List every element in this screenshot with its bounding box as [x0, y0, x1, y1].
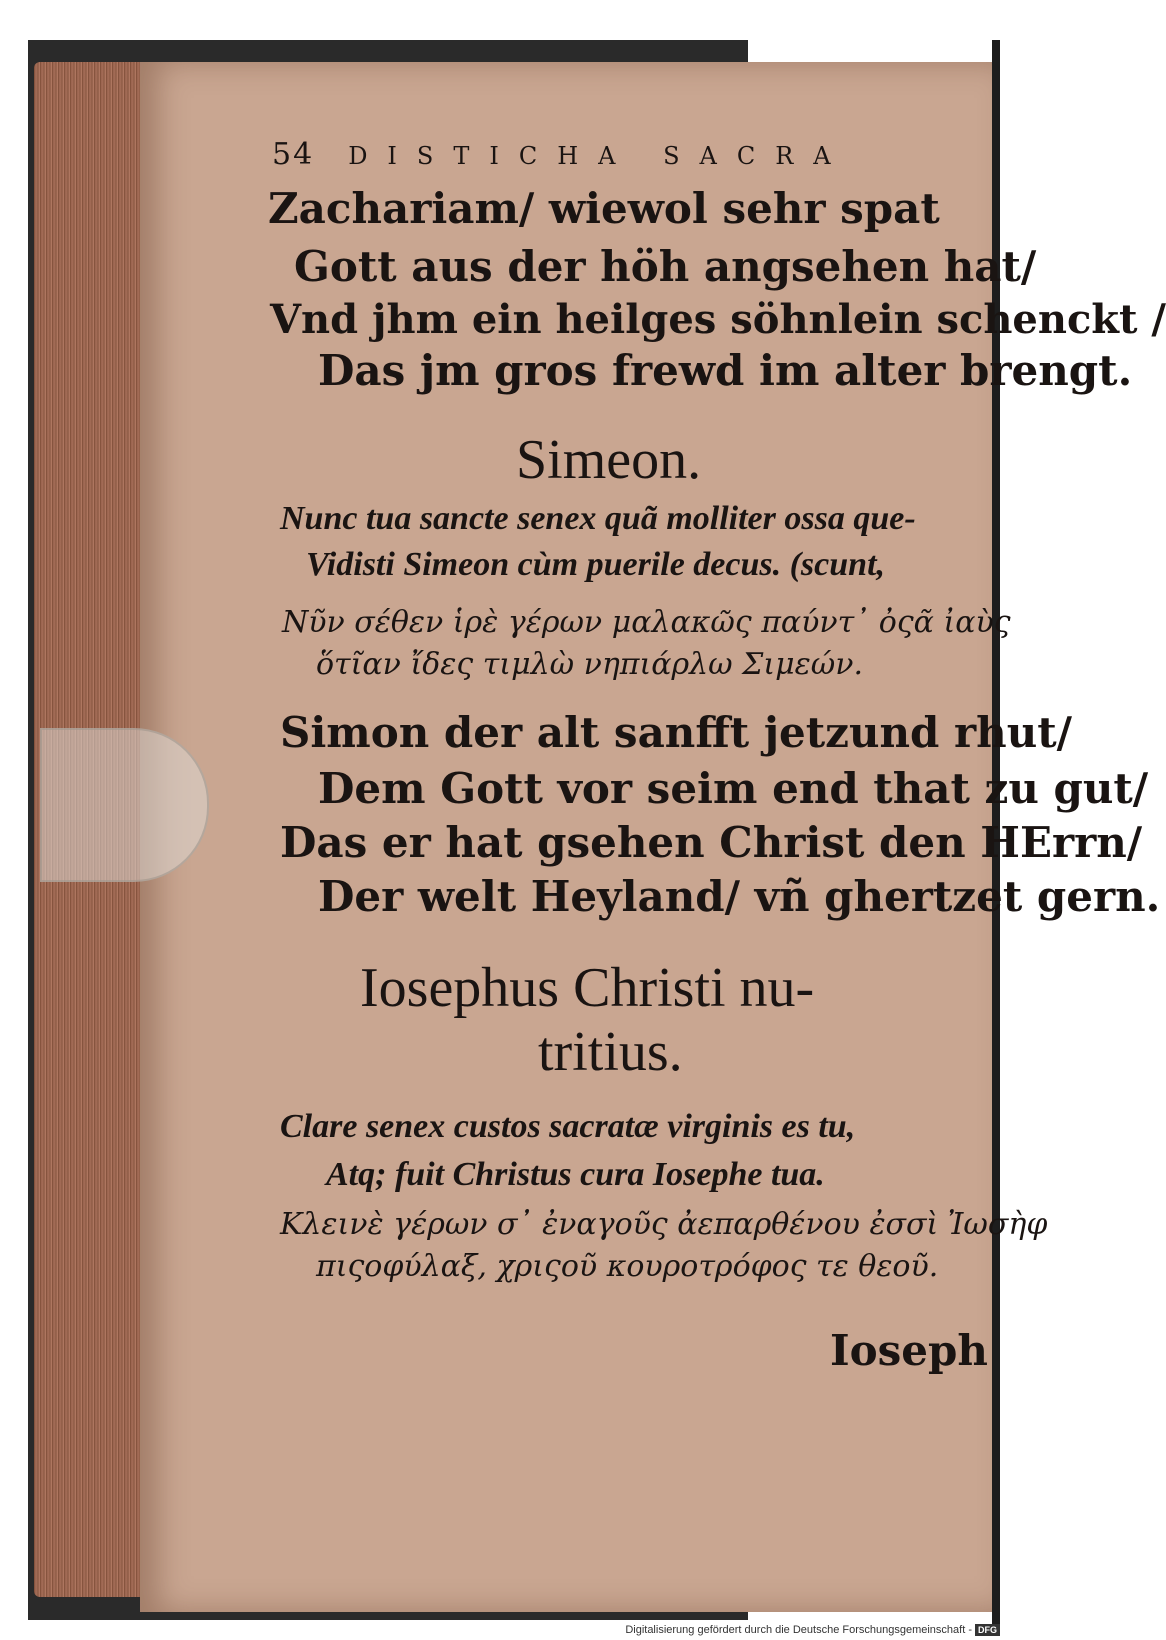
- dfg-logo: DFG: [975, 1624, 1000, 1636]
- page-number: 54: [272, 137, 315, 172]
- catchword: Ioseph: [830, 1326, 988, 1375]
- simeon-german-2: Dem Gott vor seim end that zu gut/: [318, 764, 1149, 813]
- running-head: DISTICHA SACRA: [348, 142, 851, 170]
- simeon-greek-2: ὅτῖαν ἴδες τιμλὼ νηπιάρλω Σιμεών.: [316, 647, 863, 682]
- josephus-latin-1: Clare senex custos sacratæ virginis es tu,: [280, 1108, 856, 1145]
- zacharias-line-4: Das jm gros frewd im alter brengt.: [318, 346, 1133, 395]
- simeon-german-4: Der welt Heyland/ vñ ghertzet gern.: [318, 872, 1161, 921]
- plastic-page-clip: [40, 728, 209, 882]
- simeon-german-1: Simon der alt sanfft jetzund rhut/: [280, 708, 1072, 757]
- zacharias-line-2: Gott aus der höh angsehen hat/: [294, 242, 1037, 291]
- josephus-title-2: tritius.: [538, 1021, 683, 1083]
- page-header: [272, 137, 851, 172]
- josephus-latin-2: Atq; fuit Christus cura Iosephe tua.: [326, 1156, 825, 1193]
- simeon-latin-1: Nunc tua sancte senex quã molliter ossa que-: [280, 500, 916, 537]
- simeon-latin-2: Vidisti Simeon cùm puerile decus. (scunt,: [306, 546, 886, 583]
- footer-credit: [600, 1624, 1000, 1640]
- josephus-greek-1: Κλεινὲ γέρων σ᾽ ἐναγοῦς ἀεπαρθένου ἐσσὶ Ἰωσὴφ: [280, 1207, 1048, 1242]
- simeon-german-3: Das er hat gsehen Christ den HErrn/: [280, 818, 1143, 867]
- simeon-greek-1: Νῦν σέθεν ἱρὲ γέρων μαλακῶς παύντ᾽ ὀςᾶ ἰαὺς: [282, 605, 1011, 640]
- footer-text: Digitalisierung gefördert durch die Deutsche Forschungsgemeinschaft -: [625, 1624, 972, 1636]
- zacharias-line-1: Zachariam/ wiewol sehr spat: [268, 184, 940, 233]
- simeon-title: Simeon.: [516, 429, 702, 491]
- josephus-title-1: Iosephus Christi nu-: [360, 957, 815, 1019]
- josephus-greek-2: πιςοφύλαξ, χριςοῦ κουροτρόφος τε θεοῦ.: [316, 1249, 939, 1284]
- zacharias-line-3: Vnd jhm ein heilges söhnlein schenckt /: [270, 296, 1166, 343]
